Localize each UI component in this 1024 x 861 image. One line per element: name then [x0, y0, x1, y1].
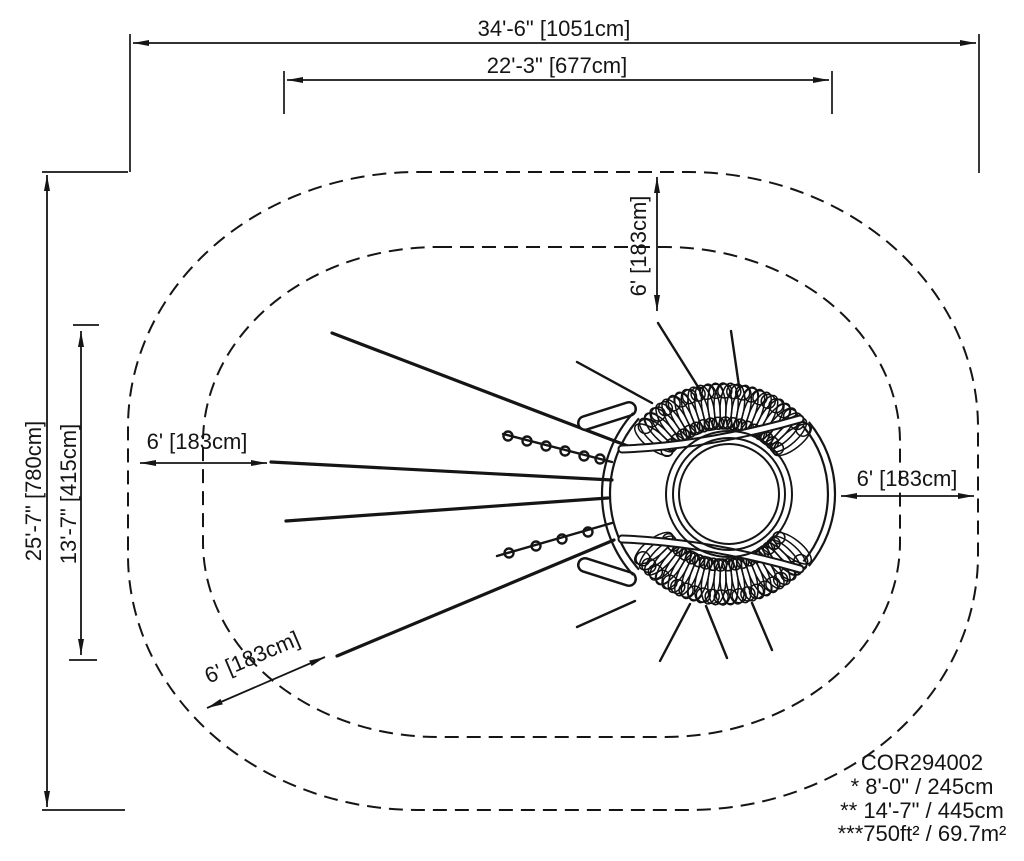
dimension-clearance-top — [626, 177, 657, 311]
dimension-structure-depth — [56, 325, 99, 660]
dimension-clearance-right — [841, 466, 974, 496]
central-ring — [666, 431, 792, 557]
note-line: ** 14'-7" / 445cm — [840, 798, 1004, 823]
use-zone-inner-boundary — [200, 247, 900, 737]
structure-depth-label: 13'-7" [415cm] — [56, 423, 81, 565]
notes-block — [838, 750, 1007, 846]
note-line: * 8'-0" / 245cm — [850, 774, 994, 799]
equipment-spinner — [271, 323, 835, 661]
clearance-left-label: 6' [183cm] — [146, 429, 248, 454]
use-zone-outer-boundary — [128, 172, 978, 810]
beaded-rope-lower — [497, 523, 612, 558]
clearance-bottom-left-label: 6' [183cm] — [200, 625, 304, 689]
overall-depth-label: 25'-7" [780cm] — [21, 420, 46, 562]
structure-width-label: 22'-3" [677cm] — [486, 53, 628, 78]
overall-width-label: 34'-6" [1051cm] — [477, 16, 631, 41]
product-code: COR294002 — [860, 750, 984, 775]
dimension-overall-width — [130, 16, 979, 173]
clearance-top-label: 6' [183cm] — [626, 195, 651, 297]
hand-grips — [585, 409, 629, 579]
beaded-rope-upper — [503, 432, 612, 464]
dimension-structure-width — [284, 53, 832, 114]
dimension-clearance-bottom-left — [201, 626, 325, 708]
mesh-weave — [630, 383, 816, 606]
climbing-ropes — [271, 323, 772, 661]
note-line: ***750ft² / 69.7m² — [837, 821, 1007, 846]
clearance-right-label: 6' [183cm] — [856, 466, 958, 491]
